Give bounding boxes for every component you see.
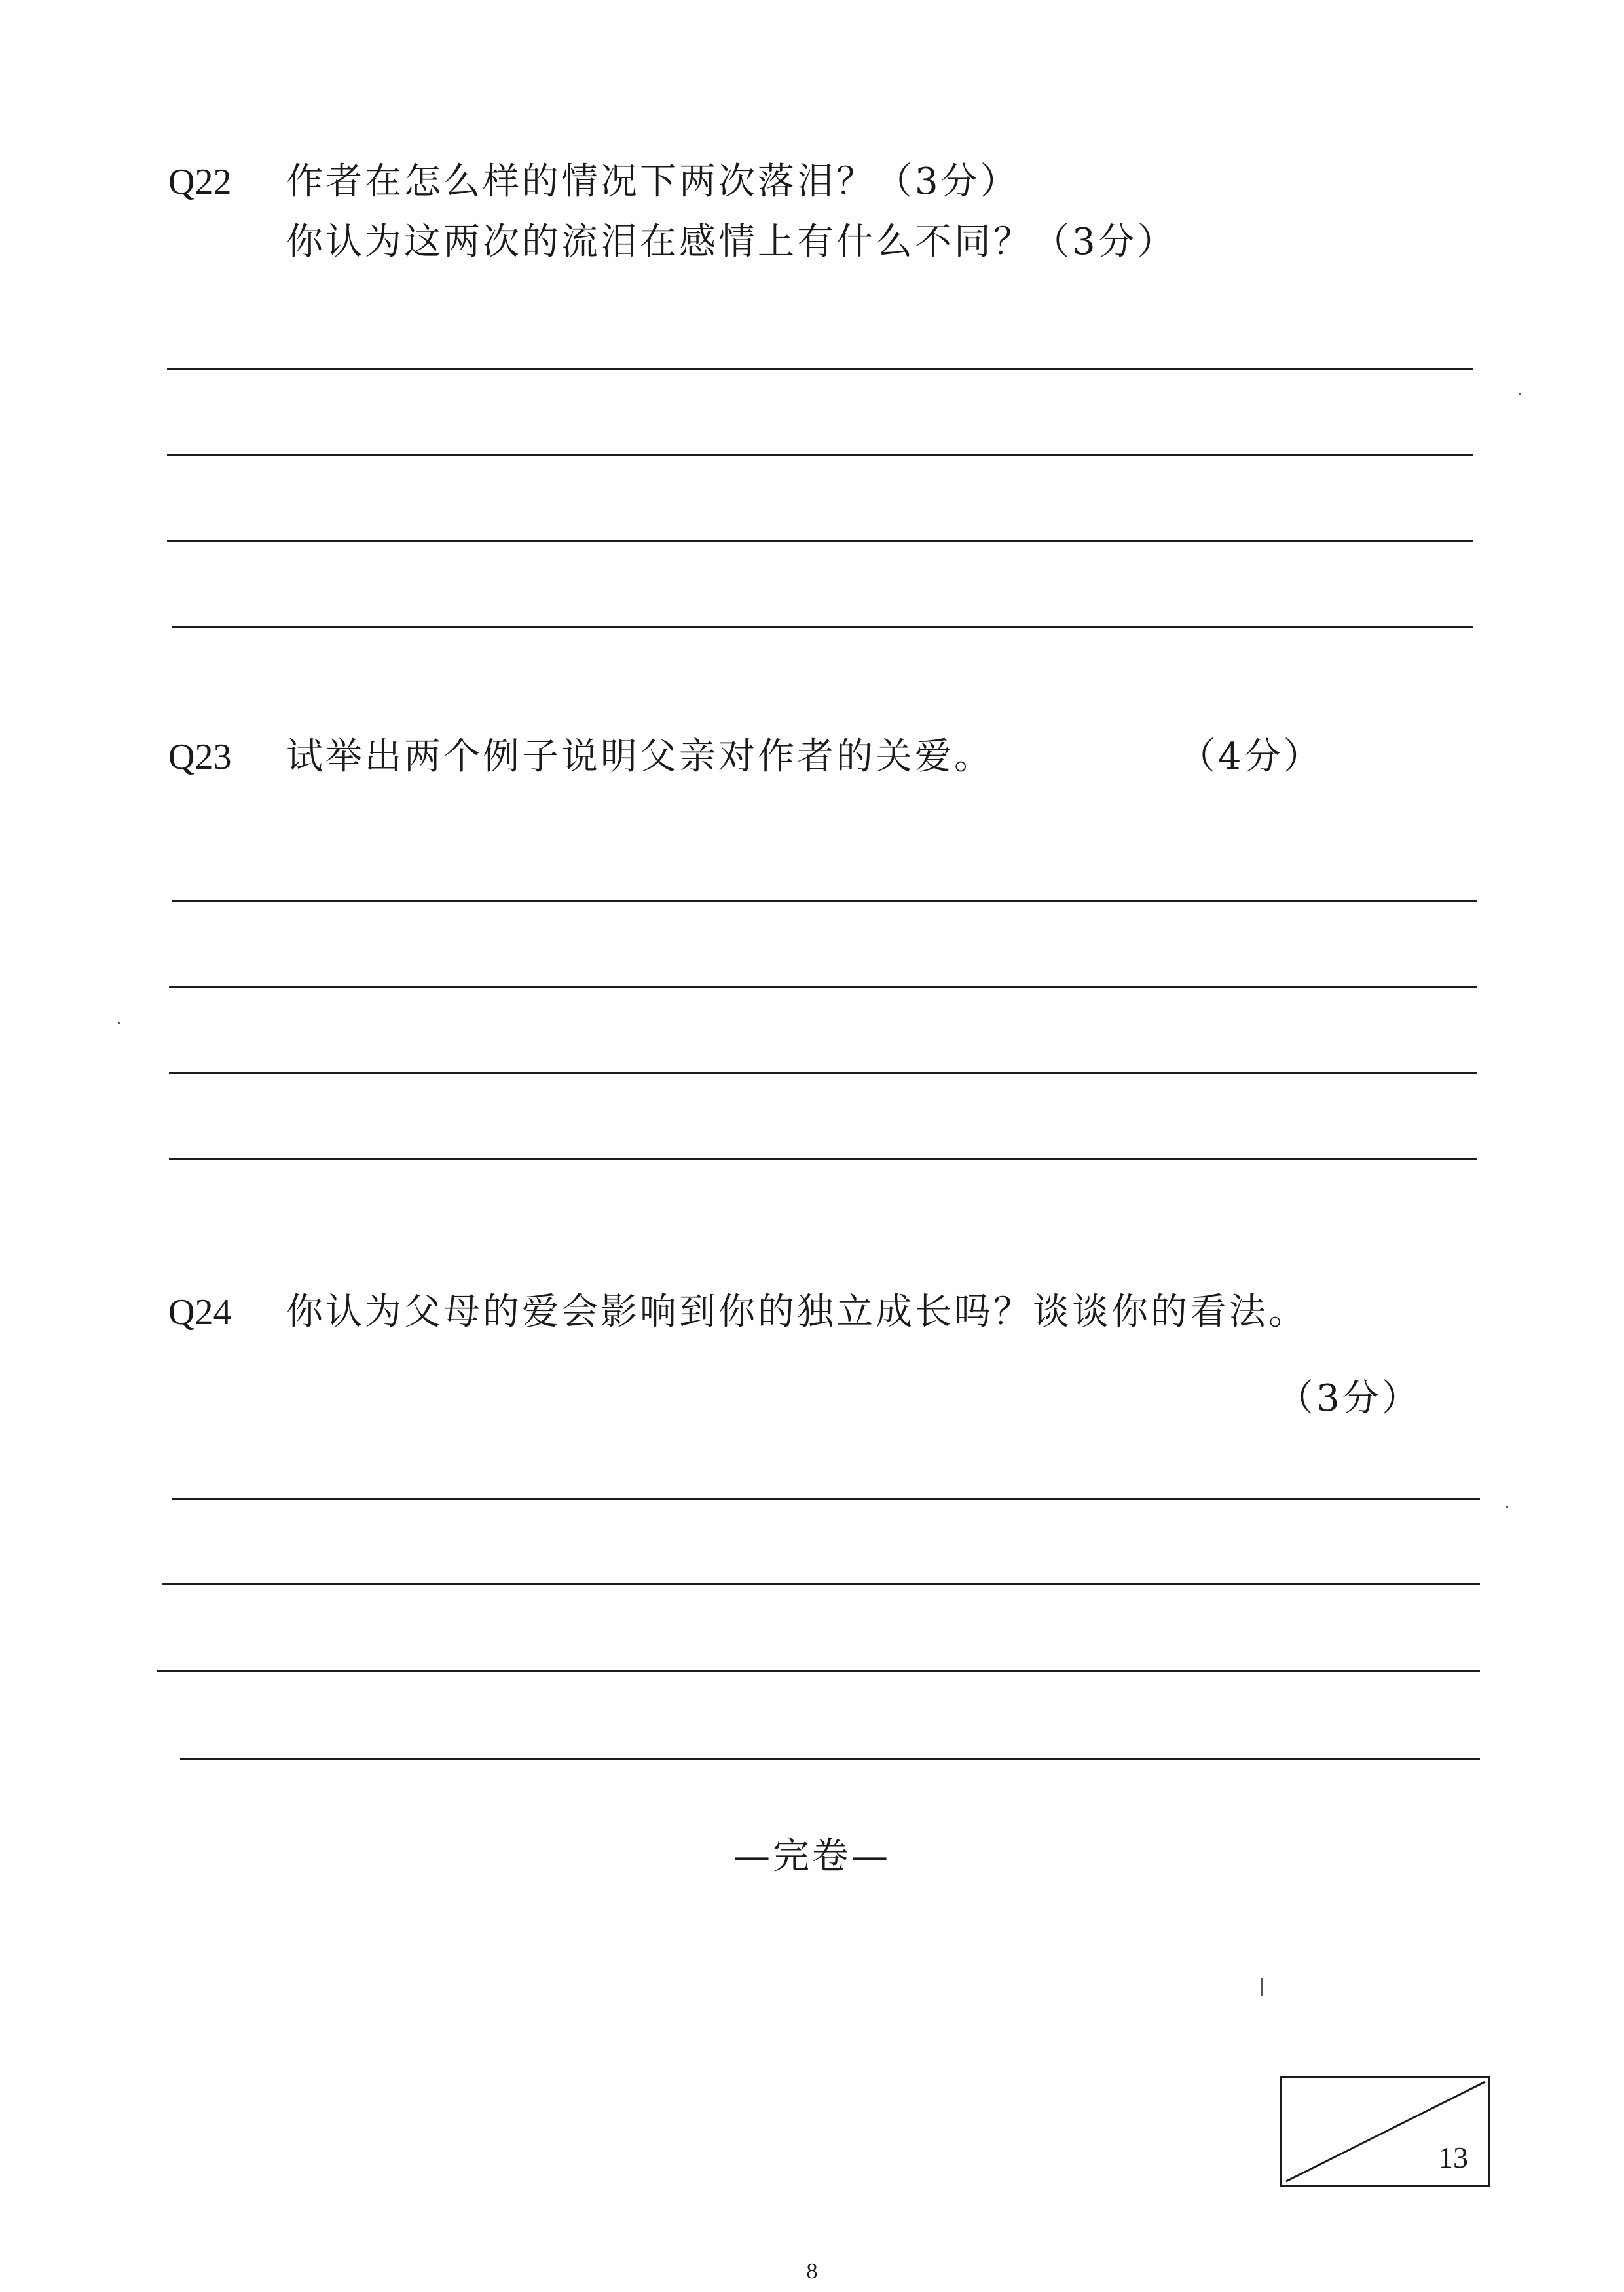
page-number: 8 [806, 2259, 818, 2283]
question-number: Q22 [168, 162, 232, 202]
question-text: 作者在怎么样的情况下两次落泪？（3分） [286, 160, 1020, 203]
answer-line[interactable] [172, 1498, 1480, 1500]
score-value: 13 [1438, 2141, 1468, 2174]
question-text: 你认为父母的爱会影响到你的独立成长吗？谈谈你的看法。 [286, 1291, 1308, 1333]
question-marks: （3分） [1277, 1377, 1421, 1420]
question-marks: （4分） [1179, 735, 1323, 778]
answer-line[interactable] [167, 368, 1473, 370]
answer-line[interactable] [172, 900, 1477, 902]
answer-line[interactable] [162, 1583, 1480, 1585]
score-box[interactable] [1280, 2076, 1490, 2187]
answer-line[interactable] [167, 454, 1473, 456]
answer-line[interactable] [167, 540, 1473, 542]
question-q23 [168, 727, 993, 787]
answer-line[interactable] [180, 1758, 1480, 1760]
question-subtext: 你认为这两次的流泪在感情上有什么不同？（3分） [286, 221, 1177, 263]
scan-speck [1519, 393, 1521, 395]
answer-line[interactable] [169, 1158, 1477, 1160]
answer-line[interactable] [169, 986, 1477, 988]
end-of-paper: —完卷— [733, 1835, 891, 1877]
question-number: Q23 [168, 737, 232, 777]
answer-line[interactable] [169, 1072, 1477, 1074]
question-q22 [168, 152, 1177, 272]
question-number: Q24 [168, 1292, 232, 1333]
answer-line[interactable] [157, 1670, 1480, 1672]
question-q24 [168, 1282, 1308, 1342]
answer-line[interactable] [172, 626, 1473, 628]
scan-speck [1506, 1506, 1508, 1508]
scan-speck [1261, 1978, 1263, 1996]
question-text: 试举出两个例子说明父亲对作者的关爱。 [286, 735, 993, 778]
scan-speck [118, 1022, 120, 1024]
